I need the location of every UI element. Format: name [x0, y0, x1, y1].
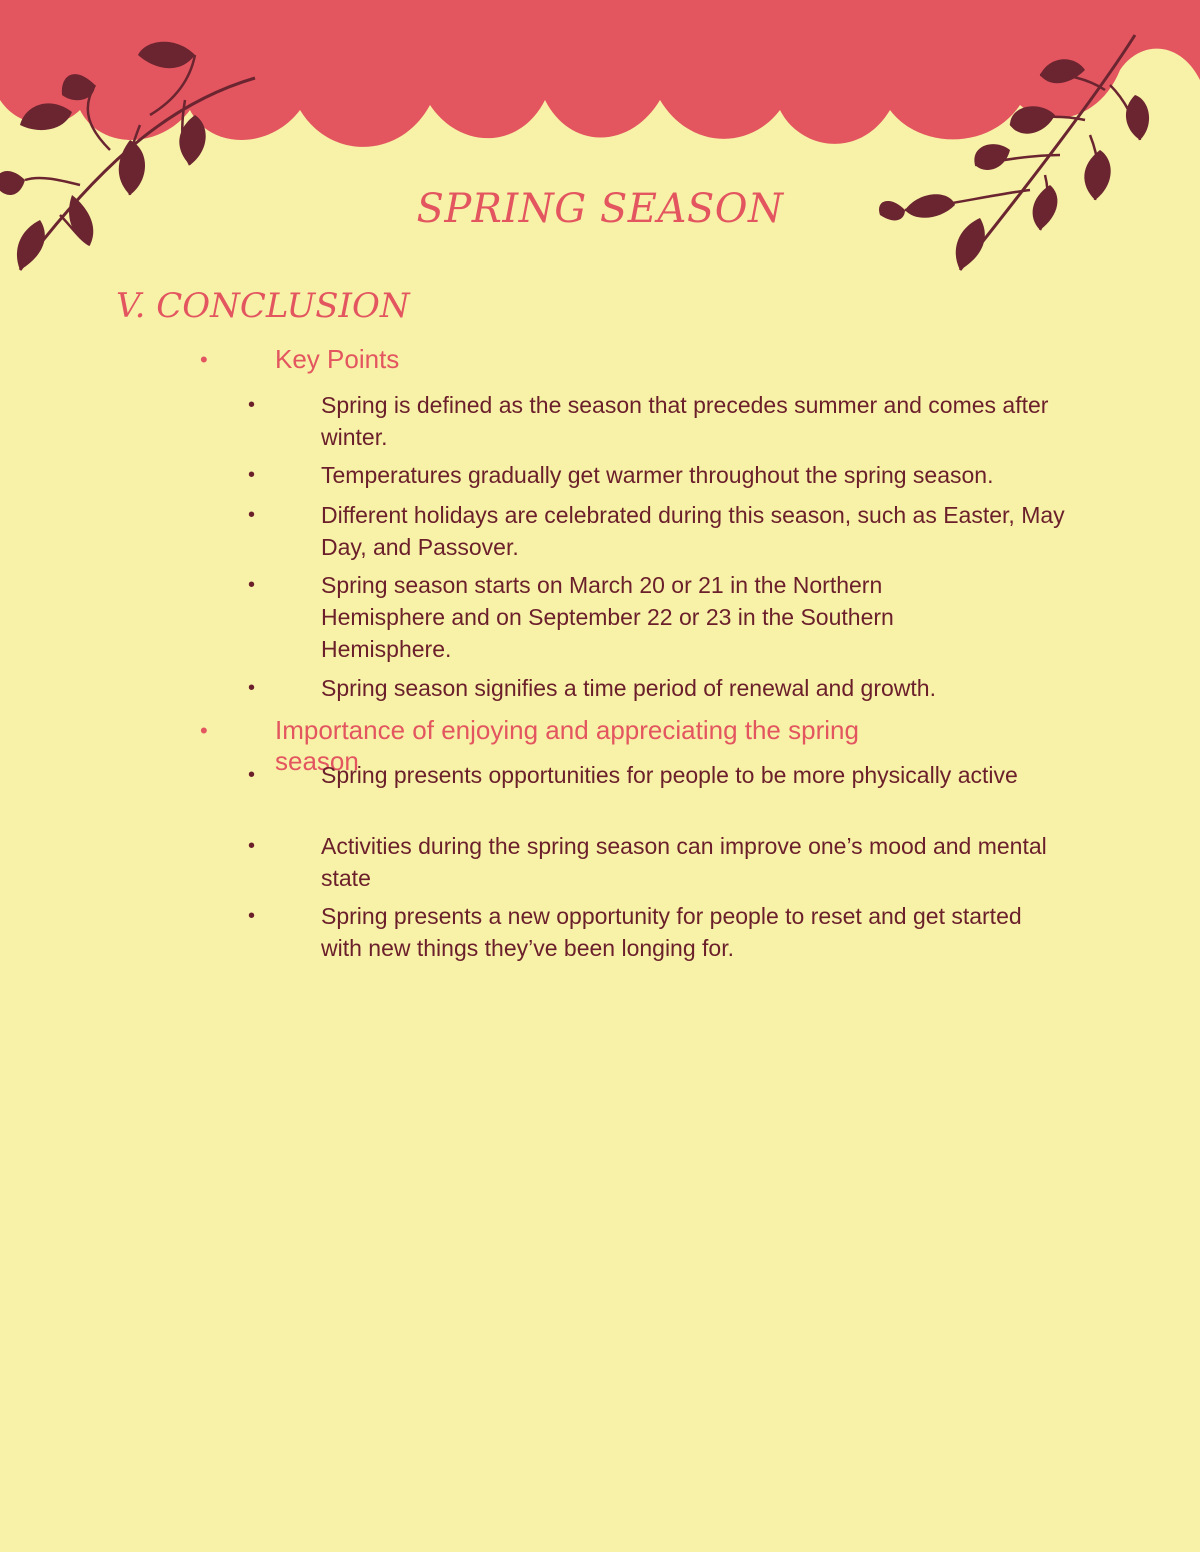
- document-title: SPRING SEASON: [416, 186, 784, 232]
- list-item-text: Spring is defined as the season that precedes summer and comes after winter.: [321, 392, 1049, 450]
- bullet: •: [248, 764, 256, 786]
- list-item-text: Different holidays are celebrated during this season, such as Easter, May Day, and Passover.: [321, 502, 1065, 560]
- bullet: •: [248, 677, 256, 699]
- bullet: •: [248, 394, 256, 416]
- bullet: •: [200, 347, 208, 372]
- bullet: •: [200, 718, 208, 743]
- list-item-text: Spring season starts on March 20 or 21 in the Northern Hemisphere and on September 22 or 23 in the Southern Hemisphere.: [321, 572, 894, 662]
- list-item-text: Spring season signifies a time period of renewal and growth.: [321, 675, 936, 701]
- list-item-text: Temperatures gradually get warmer throughout the spring season.: [321, 462, 994, 488]
- bullet: •: [248, 905, 256, 927]
- bullet: •: [248, 835, 256, 857]
- bullet: •: [248, 504, 256, 526]
- floral-header-decoration: [0, 0, 1200, 300]
- list-item-text: Spring presents opportunities for people to be more physically active: [321, 762, 1018, 788]
- bullet: •: [248, 574, 256, 596]
- section-heading: V. CONCLUSION: [116, 286, 410, 326]
- subheading-label: Importance of enjoying and appreciating the spring season: [275, 715, 859, 776]
- list-item-text: Activities during the spring season can improve one’s mood and mental state: [321, 833, 1047, 891]
- bullet: •: [248, 464, 256, 486]
- list-item-text: Spring presents a new opportunity for people to reset and get started with new things they’ve been longing for.: [321, 903, 1022, 961]
- subheading-label: Key Points: [275, 344, 400, 374]
